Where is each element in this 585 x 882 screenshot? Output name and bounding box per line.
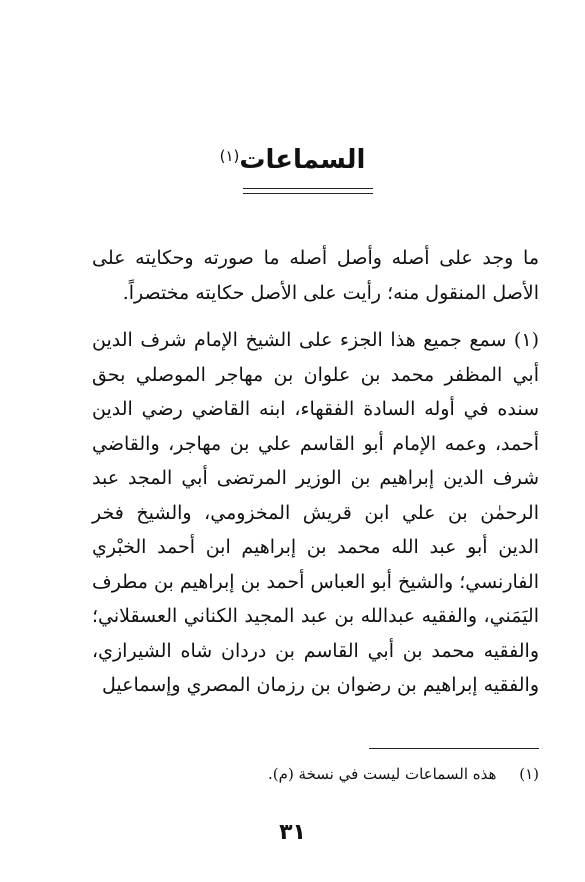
page-title-text: السماعات — [239, 145, 366, 175]
footnote-separator — [369, 748, 539, 749]
intro-paragraph — [92, 241, 539, 310]
heading-block — [0, 140, 585, 180]
footnote-text: هذه السماعات ليست في نسخة (م). — [268, 765, 497, 783]
footnote-number: (١) — [519, 765, 539, 783]
page-number: ٣١ — [279, 820, 306, 845]
title-underline-bottom — [243, 193, 373, 194]
title-footnote-marker: (١) — [219, 147, 240, 165]
body-text: (١) سمع جميع هذا الجزء على الشيخ الإمام شرف الدين أبي المظفر محمد بن علوان بن مهاجر الموصلي بحق سنده في أوله السادة الفقهاء، ابنه القاضي رضي الدين أحمد، وعمه الإمام أبو القاسم علي بن مهاجر، والقاضي شرف الدين إبراهيم بن الوزير المرتضى أبي المجد عبد الرحمٰن بن علي ابن قريش المخزومي، والشيخ فخر الدين أبو عبد الله محمد بن إبراهيم ابن أحمد الخبْري الفارنسي؛ والشيخ أبو العباس أحمد بن إبراهيم بن مطرف اليَمَني، والفقيه عبدالله بن عبد المجيد الكناني العسقلاني؛ والفقيه محمد بن أبي القاسم بن دردان شاه الشيرازي، والفقيه إبراهيم بن رضوان بن رزمان المصري وإسماعيل — [92, 329, 539, 696]
title-underline-top — [243, 188, 373, 189]
footnote — [89, 763, 539, 785]
page-title — [220, 140, 366, 180]
body-paragraph — [92, 323, 539, 703]
intro-text: ما وجد على أصله وأصل أصله ما صورته وحكايته على الأصل المنقول منه؛ رأيت على الأصل حكايته مختصراً. — [92, 247, 539, 304]
